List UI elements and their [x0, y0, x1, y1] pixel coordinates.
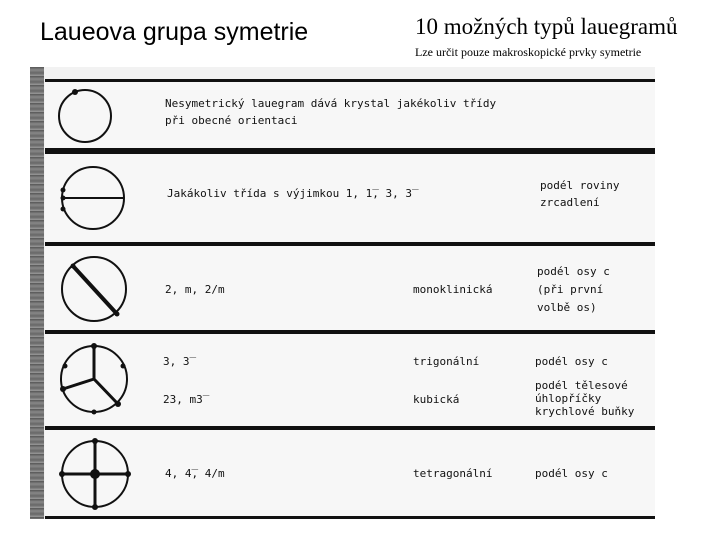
row5-direction: podél osy c — [535, 467, 608, 480]
row3-direction-line1: podél osy c — [537, 265, 610, 278]
row4-direction-line3: úhlopříčky — [535, 392, 602, 405]
row1-class-line1: Nesymetrický lauegram dává krystal jakékoliv třídy — [165, 97, 497, 110]
row3-direction-line3: volbě os) — [537, 301, 597, 314]
table-row — [45, 151, 655, 245]
table-row — [45, 427, 655, 519]
row3-class: 2, m, 2/m — [165, 283, 225, 296]
scan-edge — [30, 67, 44, 519]
circle-4fold-icon — [59, 438, 131, 510]
table-row — [45, 331, 655, 429]
circle-mirror-line-icon — [59, 164, 127, 232]
row4-system-line1: trigonální — [413, 355, 480, 368]
table-row — [45, 243, 655, 333]
row2-direction-line2: zrcadlení — [540, 196, 600, 209]
row2-direction-line1: podél roviny — [540, 179, 620, 192]
row4-class-line2: 23, m3̅ — [163, 393, 203, 406]
slide-title-right: 10 možných typů lauegramů — [415, 14, 678, 39]
row3-system: monoklinická — [413, 283, 493, 296]
slide-title-left: Laueova grupa symetrie — [40, 18, 309, 46]
circle-no-symmetry-icon — [57, 88, 113, 144]
slide-subtitle: Lze určit pouze makroskopické prvky symetrie — [415, 45, 642, 59]
row5-system: tetragonální — [413, 467, 493, 480]
row2-class: Jakákoliv třída s výjimkou 1, 1̅, 3, 3̅ — [167, 187, 413, 200]
row4-direction-line1: podél osy c — [535, 355, 608, 368]
row4-system-line2: kubická — [413, 393, 460, 406]
row3-direction-line2: (při první — [537, 283, 604, 296]
circle-diagonal-2fold-icon — [59, 254, 129, 324]
row4-class-line1: 3, 3̅ — [163, 355, 190, 368]
row1-class-line2: při obecné orientaci — [165, 114, 298, 127]
scanned-table — [30, 67, 655, 519]
row4-direction-line2: podél tělesové — [535, 379, 628, 392]
circle-3fold-icon — [57, 342, 131, 416]
row4-direction-line4: krychlové buňky — [535, 405, 635, 418]
row5-class: 4, 4̅, 4/m — [165, 467, 225, 480]
table-row — [45, 79, 655, 151]
